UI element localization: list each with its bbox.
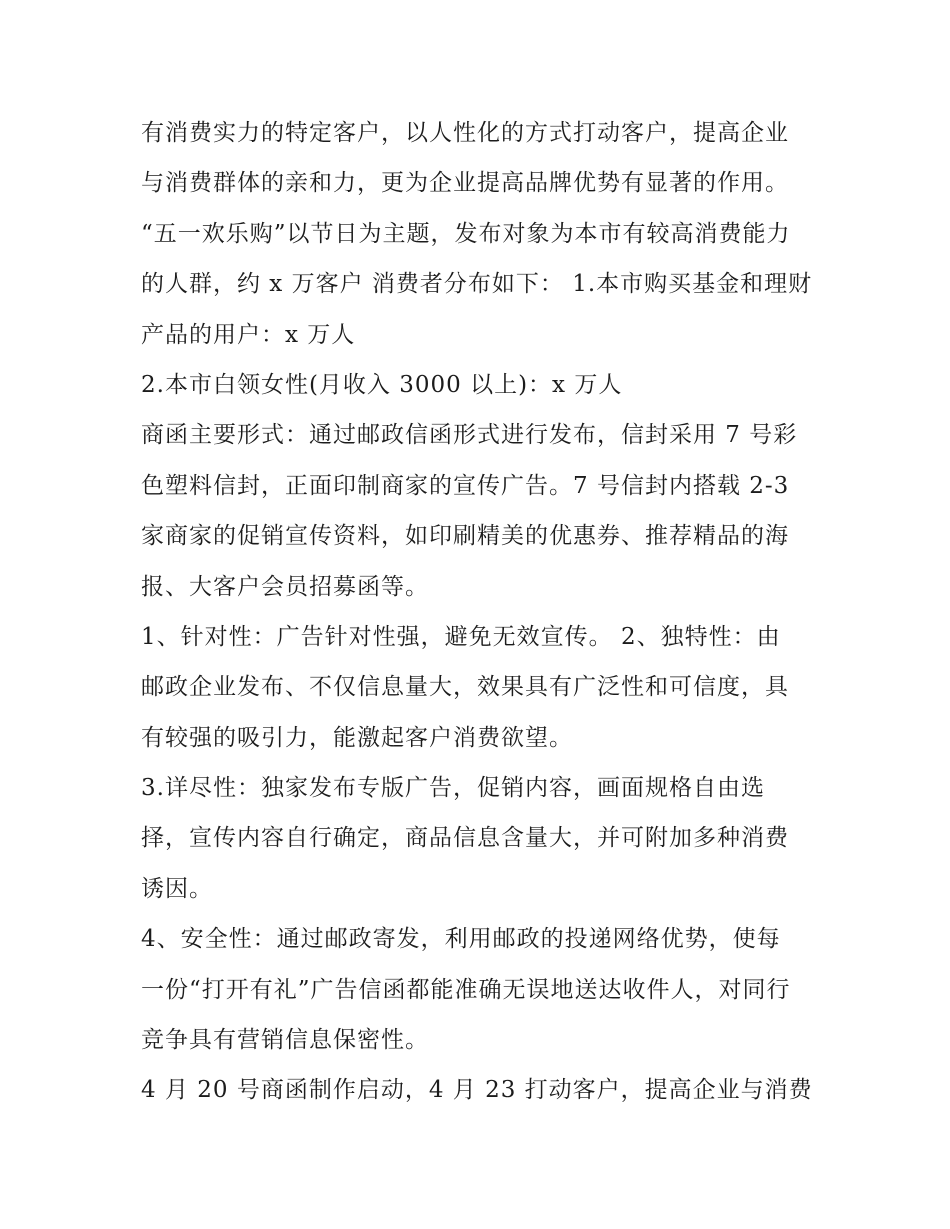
text-line: 竞争具有营销信息保密性。 (141, 1027, 429, 1054)
text-line: 1、针对性：广告针对性强，避免无效宣传。 2、独特性：由 (141, 623, 781, 650)
text-line: 商函主要形式：通过邮政信函形式进行发布，信封采用 7 号彩 (141, 422, 798, 449)
text-line: 4、安全性：通过邮政寄发，利用邮政的投递网络优势，使每 (141, 926, 781, 953)
text-line: 产品的用户：x 万人 (141, 321, 356, 348)
text-line: 2.本市白领女性(月收入 3000 以上)：x 万人 (141, 371, 623, 398)
text-line: 邮政企业发布、不仅信息量大，效果具有广泛性和可信度，具 (141, 674, 789, 701)
text-line: 家商家的促销宣传资料，如印刷精美的优惠券、推荐精品的海 (141, 523, 789, 550)
text-line: 一份“打开有礼”广告信函都能准确无误地送达收件人，对同行 (141, 976, 791, 1003)
text-line: 的人群，约 x 万客户 消费者分布如下： 1.本市购买基金和理财 (141, 271, 813, 298)
text-line: 择，宣传内容自行确定，商品信息含量大，并可附加多种消费 (141, 825, 789, 852)
text-line: 有消费实力的特定客户，以人性化的方式打动客户，提高企业 (141, 120, 789, 146)
text-line: 3.详尽性：独家发布专版广告，促销内容，画面规格自由选 (141, 775, 765, 802)
text-line: 有较强的吸引力，能激起客户消费欲望。 (141, 724, 573, 751)
text-line: “五一欢乐购”以节日为主题，发布对象为本市有较高消费能力 (141, 220, 791, 247)
text-line: 4 月 20 号商函制作启动，4 月 23 打动客户，提高企业与消费 (141, 1077, 813, 1104)
text-line: 与消费群体的亲和力，更为企业提高品牌优势有显著的作用。 (141, 170, 789, 197)
text-line: 诱因。 (141, 875, 213, 902)
text-line: 色塑料信封，正面印制商家的宣传广告。7 号信封内搭载 2-3 (141, 472, 790, 499)
body-text (141, 108, 821, 1116)
text-line: 报、大客户会员招募函等。 (141, 573, 429, 600)
